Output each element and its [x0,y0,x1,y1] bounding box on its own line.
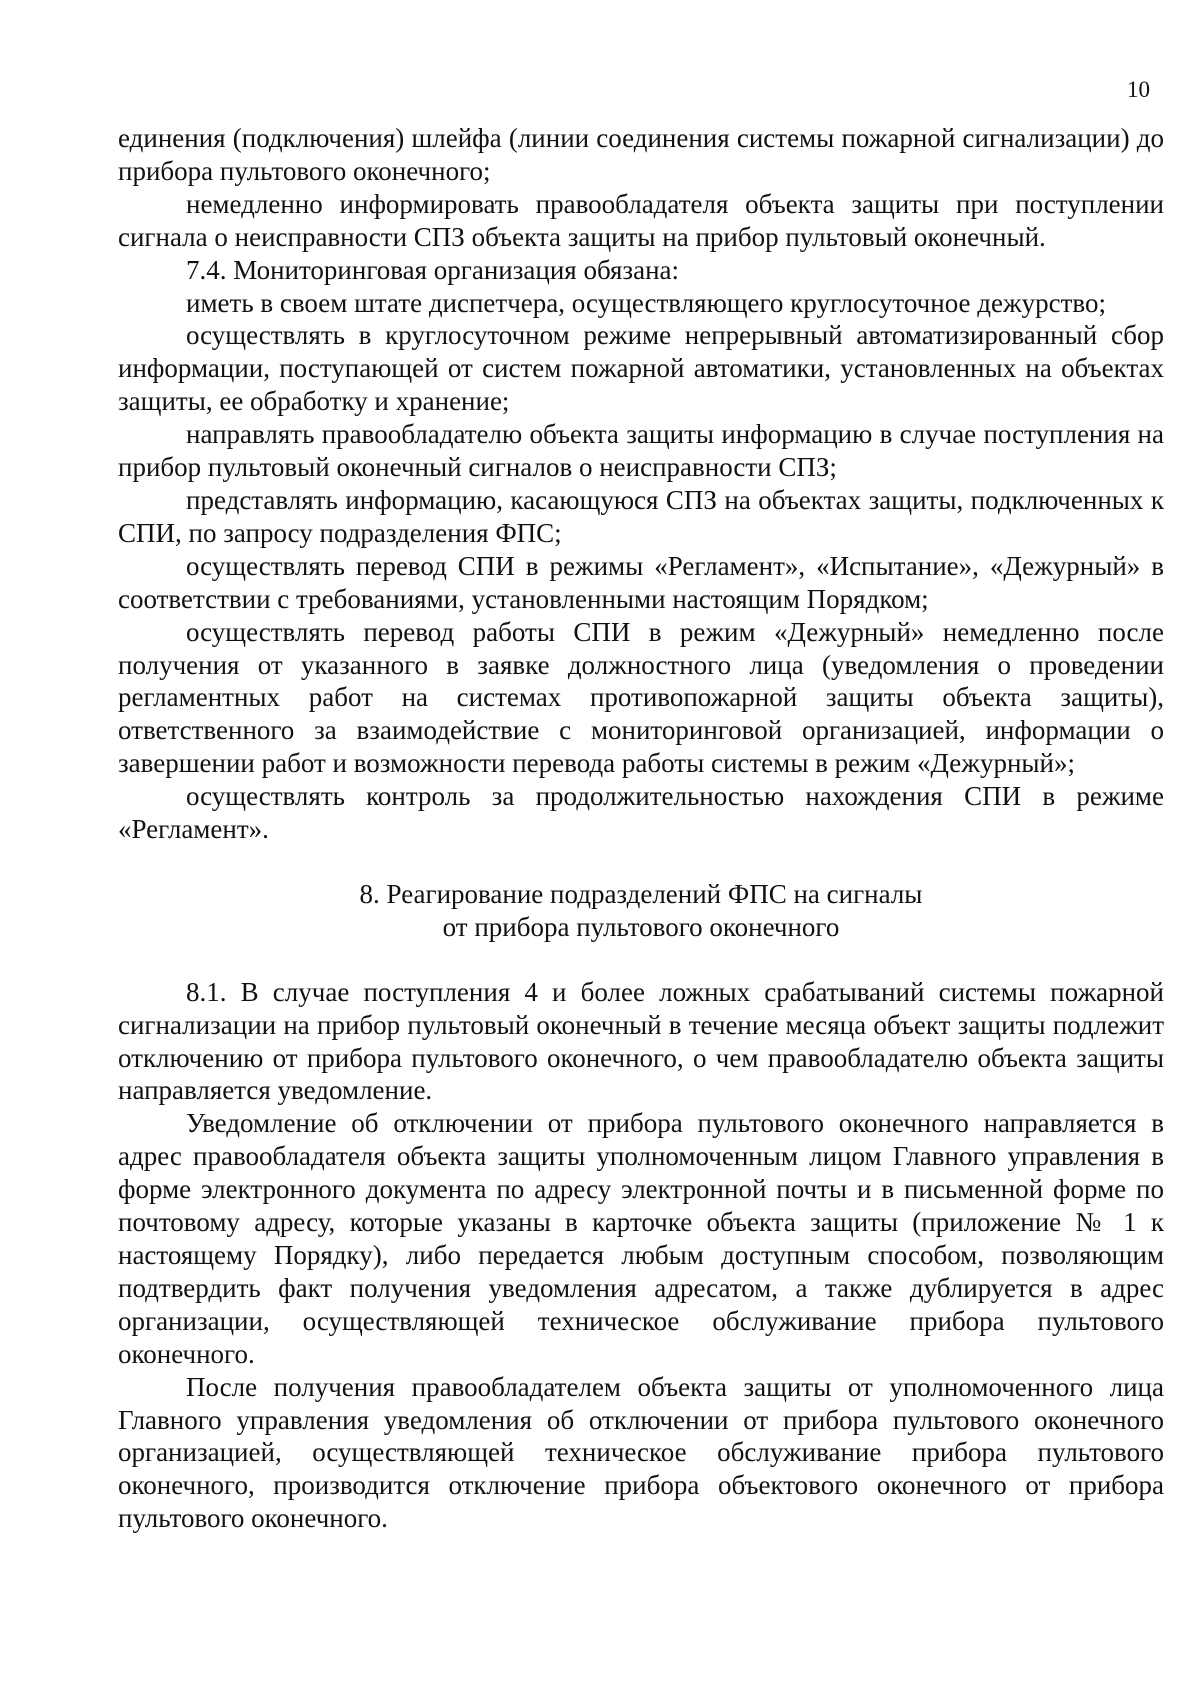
paragraph: осуществлять контроль за продолжительностью нахождения СПИ в режиме «Регламент». [118,781,1164,845]
paragraph: представлять информацию, касающуюся СПЗ на объектах защиты, подключенных к СПИ, по запросу подразделения ФПС; [118,484,1164,548]
section-title [118,878,1164,944]
section-title-line: от прибора пультового оконечного [442,911,840,942]
paragraph: осуществлять перевод СПИ в режимы «Регламент», «Испытание», «Дежурный» в соответствии с требованиями, установленными настоящим Порядком; [118,550,1164,614]
paragraph: единения (подключения) шлейфа (линии соединения системы пожарной сигнализации) до прибора пультового оконечного; [118,123,1164,186]
paragraph: немедленно информировать правообладателя объекта защиты при поступлении сигнала о неисправности СПЗ объекта защиты на прибор пультовый оконечный. [118,188,1164,252]
paragraph: 7.4. Мониторинговая организация обязана: [186,254,680,285]
paragraph: осуществлять в круглосуточном режиме непрерывный автоматизированный сбор информации, поступающей от систем пожарной автоматики, установленных на объектах защиты, ее обработку и хранение; [118,320,1164,417]
paragraph: направлять правообладателю объекта защиты информацию в случае поступления на прибор пультовый оконечный сигналов о неисправности СПЗ; [118,419,1164,483]
paragraph: осуществлять перевод работы СПИ в режим «Дежурный» немедленно после получения от указанного в заявке должностного лица (уведомления о проведении регламентных работ на системах противопожарной защиты объекта защиты), ответственного за взаимодействие с мониторинговой организацией, информации о завершении работ и возможности перевода работы системы в режим «Дежурный»; [118,616,1164,779]
paragraph: 8.1. В случае поступления 4 и более ложных срабатываний системы пожарной сигнализации на прибор пультовый оконечный в течение месяца объект защиты подлежит отключению от прибора пультового оконечного, о чем правообладателю объекта защиты направляется уведомление. [118,976,1164,1106]
paragraph: Уведомление об отключении от прибора пультового оконечного направляется в адрес правообладателя объекта защиты уполномоченным лицом Главного управления в форме электронного документа по адресу электронной почты и в письменной форме по почтовому адресу, которые указаны в карточке объекта защиты (приложение № 1 к настоящему Порядку), либо передается любым доступным способом, позволяющим подтвердить факт получения уведомления адресатом, а также дублируется в адрес организации, осуществляющей техническое обслуживание прибора пультового оконечного. [118,1108,1164,1369]
paragraph: иметь в своем штате диспетчера, осуществляющего круглосуточное дежурство; [186,287,1106,318]
page-number: 10 [1127,77,1150,102]
document-body [118,122,1164,1535]
paragraph: После получения правообладателем объекта защиты от уполномоченного лица Главного управления уведомления об отключении от прибора пультового оконечного организацией, осуществляющей техническое обслуживание прибора пультового оконечного, производится отключение прибора объектового оконечного от прибора пультового оконечного. [118,1371,1164,1534]
section-title-line: 8. Реагирование подразделений ФПС на сигналы [359,878,923,909]
